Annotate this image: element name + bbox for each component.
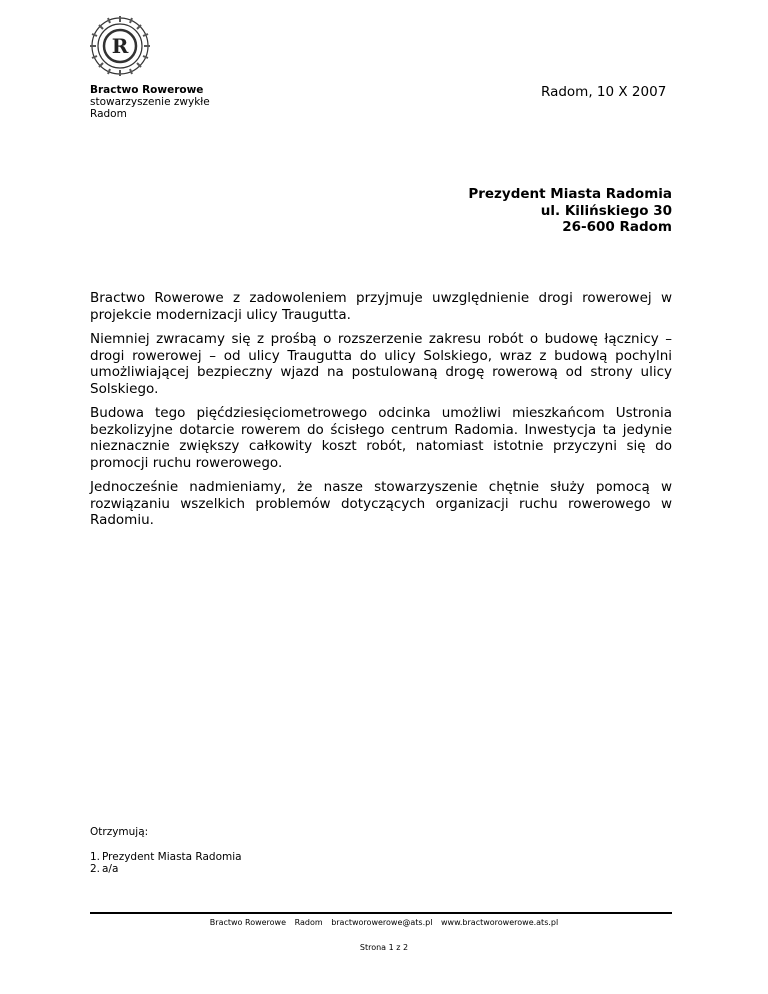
letter-date: Radom, 10 X 2007 [541,84,667,100]
paragraph-3: Budowa tego pięćdziesięciometrowego odcinka umożliwi mieszkańcom Ustronia bezkolizyjne dotarcie rowerem do ścisłego centrum Radomia. Inwestycja ta jedynie nieznacznie zwiększy całkowity koszt robót, natomiast istotnie przyczyni się do promocji ruchu rowerowego. [90,405,672,471]
footer-website[interactable]: www.bractworowerowe.ats.pl [440,918,559,927]
recipients-title: Otrzymują: [90,826,149,838]
letter-body [90,290,672,537]
organization-logo [88,14,152,78]
footer-divider [90,912,672,914]
paragraph-2: Niemniej zwracamy się z prośbą o rozszerzenie zakresu robót o budowę łącznicy – drogi rowerowej – od ulicy Traugutta do ulicy Solskiego, wraz z budową pochylni umożliwiającej bezpieczny wjazd na postulowaną drogę rowerową od strony ulicy Solskiego. [90,331,672,397]
list-item: 1. Prezydent Miasta Radomia [90,850,242,863]
recipient-address [468,186,672,236]
list-item: 2. a/a [90,863,119,875]
footer-contact [0,918,768,927]
recipient-postal: 26-600 Radom [562,219,672,235]
sender-city: Radom [90,108,127,120]
sender-block [90,84,210,120]
svg-text:R: R [111,34,129,58]
footer-email[interactable]: bractworowerowe@ats.pl [331,918,433,927]
sender-type: stowarzyszenie zwykłe [90,96,210,108]
recipients-list-block [90,826,242,876]
paragraph-1: Bractwo Rowerowe z zadowoleniem przyjmuje uwzględnienie drogi rowerowej w projekcie modernizacji ulicy Traugutta. [90,290,672,323]
recipient-street: ul. Kilińskiego 30 [540,202,672,219]
footer-city: Radom [294,918,323,927]
sender-name: Bractwo Rowerowe [90,84,204,96]
footer-org: Bractwo Rowerowe [209,918,287,927]
page-number: Strona 1 z 2 [359,943,409,952]
recipient-name: Prezydent Miasta Radomia [468,186,672,202]
recipients-list [90,851,242,876]
paragraph-4: Jednocześnie nadmieniamy, że nasze stowarzyszenie chętnie służy pomocą w rozwiązaniu wszelkich problemów dotyczących organizacji ruchu rowerowego w Radomiu. [90,479,672,528]
bicycle-gear-logo-icon [88,14,152,78]
